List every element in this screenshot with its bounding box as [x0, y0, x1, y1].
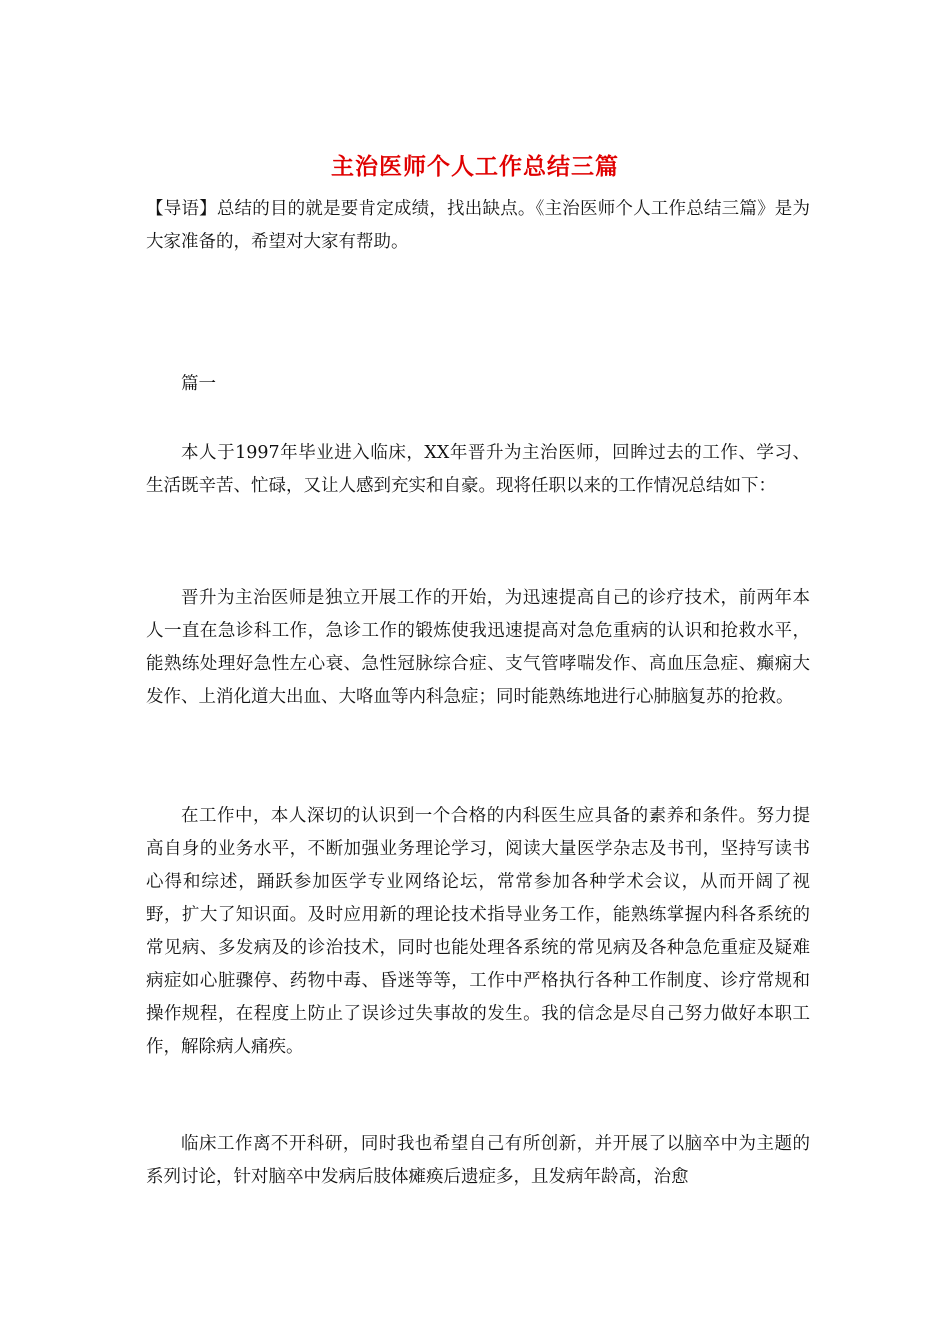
body-paragraph: 本人于1997年毕业进入临床，XX年晋升为主治医师，回眸过去的工作、学习、生活既辛苦、忙碌，又让人感到充实和自豪。现将任职以来的工作情况总结如下：	[146, 443, 810, 496]
document-title: 主治医师个人工作总结三篇	[331, 153, 619, 180]
intro-paragraph: 【导语】总结的目的就是要肯定成绩，找出缺点。《主治医师个人工作总结三篇》是为大家准备的，希望对大家有帮助。	[146, 199, 810, 252]
body-paragraph: 临床工作离不开科研，同时我也希望自己有所创新，并开展了以脑卒中为主题的系列讨论，针对脑卒中发病后肢体瘫痪后遗症多，且发病年龄高，治愈	[146, 1134, 810, 1187]
body-paragraph: 在工作中，本人深切的认识到一个合格的内科医生应具备的素养和条件。努力提高自身的业务水平，不断加强业务理论学习，阅读大量医学杂志及书刊，坚持写读书心得和综述，踊跃参加医学专业网络论坛，常常参加各种学术会议，从而开阔了视野，扩大了知识面。及时应用新的理论技术指导业务工作，能熟练掌握内科各系统的常见病、多发病及的诊治技术，同时也能处理各系统的常见病及各种急危重症及疑难病症如心脏骤停、药物中毒、昏迷等等，工作中严格执行各种工作制度、诊疗常规和操作规程，在程度上防止了误诊过失事故的发生。我的信念是尽自己努力做好本职工作，解除病人痛疾。	[146, 806, 810, 1057]
section-heading: 篇一	[181, 374, 216, 394]
body-paragraph: 晋升为主治医师是独立开展工作的开始，为迅速提高自己的诊疗技术，前两年本人一直在急诊科工作，急诊工作的锻炼使我迅速提高对急危重病的认识和抢救水平，能熟练处理好急性左心衰、急性冠脉综合症、支气管哮喘发作、高血压急症、癫痫大发作、上消化道大出血、大咯血等内科急症；同时能熟练地进行心肺脑复苏的抢救。	[146, 588, 810, 707]
